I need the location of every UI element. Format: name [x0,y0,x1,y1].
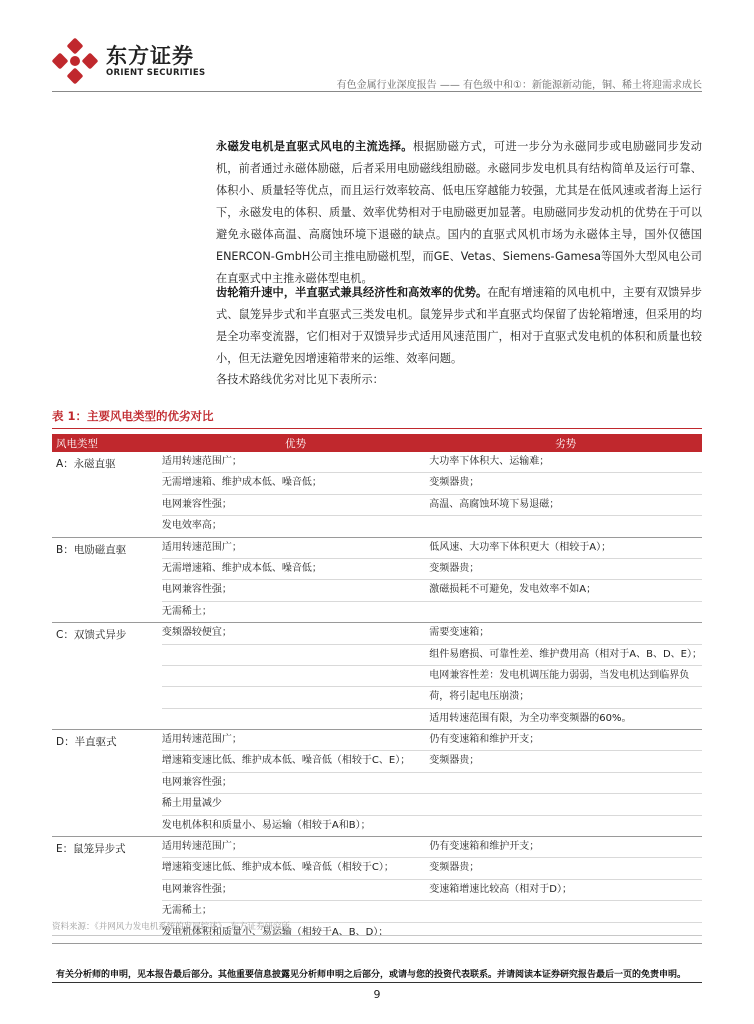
table-header-row [52,434,702,452]
disadvantage-item: 大功率下体积大、运输难； [429,452,702,473]
paragraph-gearbox [216,282,702,370]
advantage-item: 电网兼容性强； [162,773,429,794]
disadvantage-item: 仍有变速箱和维护开支； [429,730,702,751]
company-logo [52,36,224,86]
cell-disadvantages [429,730,702,837]
disadvantage-item: 适用转速范围有限，为全功率变频器的60%。 [429,712,632,724]
advantage-item: 发电机体积和质量小、易运输（相较于A和B）； [161,819,371,831]
table-row [52,537,702,623]
advantage-item: 适用转速范围广； [162,538,429,559]
disadvantage-item [429,602,702,622]
header-advantages: 优势 [162,434,429,452]
disadvantage-item: 组件易磨损、可靠性差、维护费用高（相对于A、B、D、E）； [429,645,702,666]
disadvantage-item: 电网兼容性差：发电机调压能力弱弱，当发电机达到临界负 [429,666,702,687]
cell-type: D：半直驱式 [52,730,162,837]
advantage-item: 增速箱变速比低、维护成本低、噪音低（相较于C）； [162,858,429,879]
disadvantage-item [429,773,702,794]
disadvantage-item [429,923,702,943]
header-divider [52,91,702,92]
advantage-item: 稀土用量减少 [162,794,429,815]
advantage-item: 增速箱变速比低、维护成本低、噪音低（相较于C、E）； [162,751,429,772]
header-type: 风电类型 [52,434,162,452]
advantage-item: 发电效率高； [161,520,222,532]
disadvantage-item [429,901,702,922]
cell-advantages [162,730,429,837]
disadvantage-item [429,816,702,836]
advantage-item: 电网兼容性强； [162,880,429,901]
disadvantage-item [429,794,702,815]
footer-divider [52,982,702,983]
advantage-item: 电网兼容性强； [162,495,429,516]
table-row [52,730,702,837]
cell-advantages [162,452,429,537]
advantage-item: 无需稀土； [161,605,212,617]
page-number: 9 [373,988,381,1001]
advantage-item [162,645,429,666]
table-row [52,623,702,730]
advantage-item: 适用转速范围广； [162,452,429,473]
table-row [52,452,702,537]
paragraph-table-intro [216,369,702,391]
header-disadvantages: 劣势 [429,434,702,452]
advantage-item [162,666,429,687]
orient-securities-logo-icon [52,38,98,84]
cell-advantages [162,537,429,623]
table-title: 表 1：主要风电类型的优劣对比 [52,409,214,423]
cell-disadvantages [429,452,702,537]
disadvantage-item: 高温、高腐蚀环境下易退磁； [429,495,702,516]
disadvantage-item: 变频器贵； [429,751,702,772]
advantage-item: 适用转速范围广； [162,837,429,858]
paragraph-body: 在配有增速箱的风电机中，主要有双馈异步式、鼠笼异步式和半直驱式三类发电机。鼠笼异步式和半直驱式均保留了齿轮箱增速，但采用的均是全功率变流器，它们相对于双馈异步式适用风速范围广，相对于直驱式发电机的体积和质量也较小，但无法避免因增速箱带来的运维、效率问题。 [216,286,702,365]
disadvantage-item: 变频器贵； [429,473,702,494]
disadvantage-item: 变频器贵； [429,858,702,879]
comparison-table [52,434,702,944]
advantage-item: 电网兼容性强； [162,580,429,601]
advantage-item: 无需稀土； [162,901,429,922]
advantage-item: 变频器较便宜； [162,623,429,644]
logo-english-name: ORIENT SECURITIES [106,68,206,78]
paragraph-direct-drive [216,136,702,290]
paragraph-lead: 永磁发电机是直驱式风电的主流选择。 [216,140,413,153]
disadvantage-item: 变速箱增速比较高（相对于D）； [429,880,702,901]
disadvantage-item [429,516,702,536]
report-title: 有色金属行业深度报告 —— 有色级中和①：新能源新动能，铜、稀土将迎需求成长 [336,80,702,91]
cell-type: C：双馈式异步 [52,623,162,730]
cell-type: E：鼠笼异步式 [52,837,162,944]
table-source: 资料来源：《并网风力发电机系统的发展综述》、东方证券研究所 [52,922,291,932]
paragraph-body: 各技术路线优劣对比见下表所示： [216,373,384,386]
advantage-item: 发电机体积和质量小、易运输（相较于A、B、D）； [161,926,389,938]
cell-type: A：永磁直驱 [52,452,162,537]
disadvantage-item: 仍有变速箱和维护开支； [429,837,702,858]
cell-advantages [162,623,429,730]
cell-disadvantages [429,837,702,944]
advantage-item [162,709,429,729]
disadvantage-item: 低风速、大功率下体积更大（相较于A）； [429,538,702,559]
advantage-item: 无需增速箱、维护成本低、噪音低； [162,559,429,580]
paragraph-body: 根据励磁方式，可进一步分为永磁同步或电励磁同步发动机，前者通过永磁体励磁，后者采用电励磁线组励磁。永磁同步发电机具有结构简单及运行可靠、体积小、质量轻等优点，而且运行效率较高、低电压穿越能力较强，尤其是在低风速或者海上运行下，永磁发电的体积、质量、效率优势相对于电励磁更加显著。电励磁同步发动机的优势在于可以避免永磁体高温、高腐蚀环境下退磁的缺点。国内的直驱式风机市场为永磁体主导，国外仅德国ENERCON-GmbH公司主推电励磁机型，而GE、Vetas、Siemens-Gamesa等国外大型风电公司在直驱式中主推永磁体型电机。 [216,140,702,285]
advantage-item [162,687,429,708]
disclaimer: 有关分析师的申明，见本报告最后部分。其他重要信息披露见分析师申明之后部分，或请与您的投资代表联系。并请阅读本证券研究报告最后一页的免责申明。 [56,970,687,980]
advantage-item: 适用转速范围广； [162,730,429,751]
source-divider [52,935,702,936]
cell-type: B：电励磁直驱 [52,537,162,623]
cell-disadvantages [429,623,702,730]
disadvantage-item: 变频器贵； [429,559,702,580]
table-title-rule [52,428,702,429]
cell-disadvantages [429,537,702,623]
disadvantage-item: 需要变速箱； [429,623,702,644]
paragraph-lead: 齿轮箱升速中，半直驱式兼具经济性和高效率的优势。 [216,286,488,299]
logo-chinese-name: 东方证券 [106,44,194,68]
advantage-item: 无需增速箱、维护成本低、噪音低； [162,473,429,494]
disadvantage-item: 荷，将引起电压崩溃； [429,687,702,708]
disadvantage-item: 激磁损耗不可避免，发电效率不如A； [429,580,702,601]
